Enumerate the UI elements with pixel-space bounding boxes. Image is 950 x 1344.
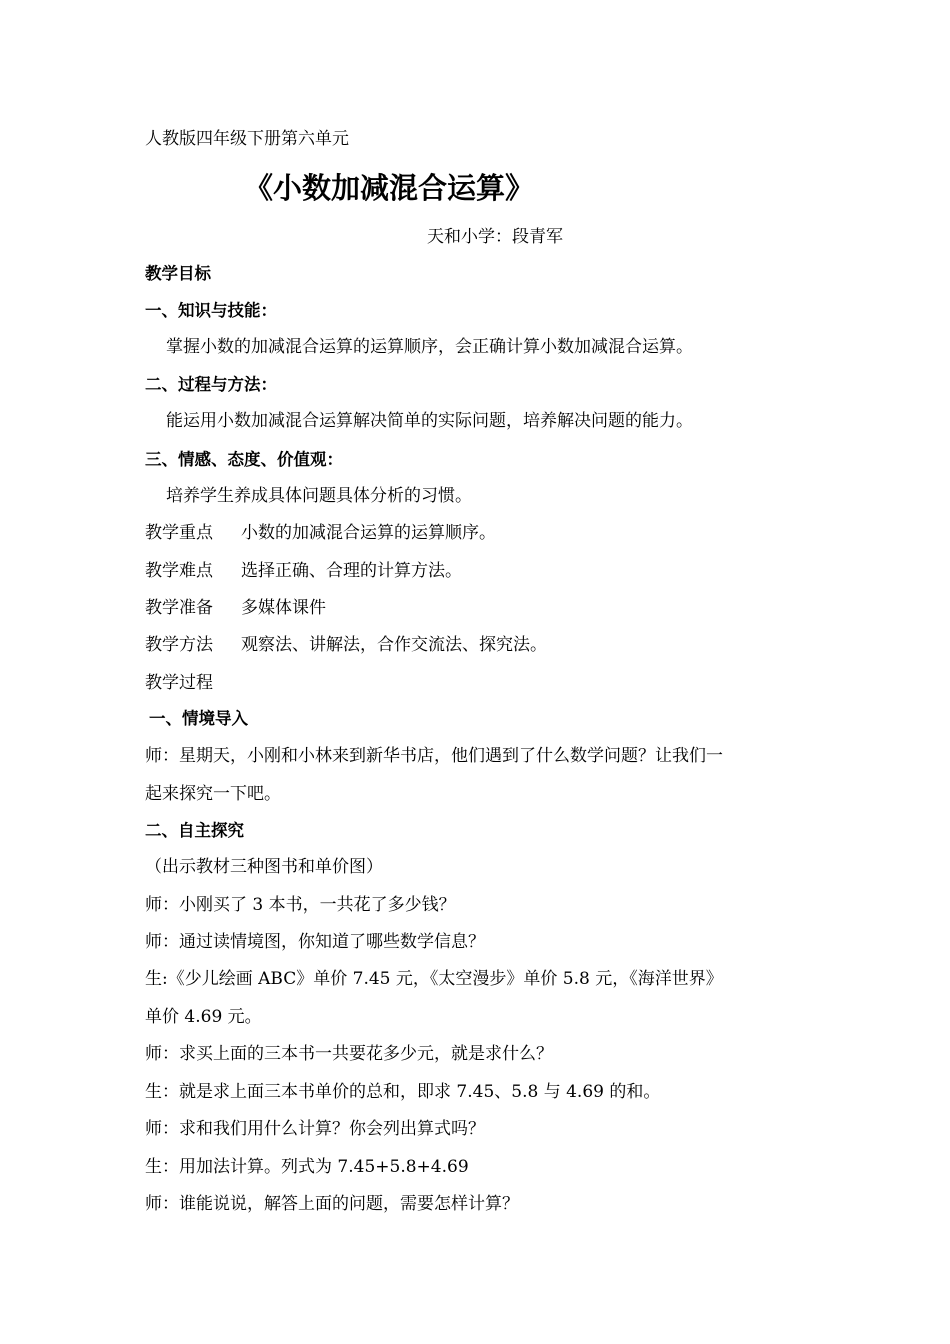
info-row-preparation — [145, 598, 326, 618]
paragraph-line: 生：就是求上面三本书单价的总和，即求 7.45、5.8 与 4.69 的和。 — [145, 1082, 661, 1102]
paragraph-line: 师：求和我们用什么计算？你会列出算式吗？ — [145, 1119, 485, 1139]
paragraph-line: 师：谁能说说，解答上面的问题，需要怎样计算？ — [145, 1194, 519, 1214]
paragraph-line: 师：求买上面的三本书一共要花多少元，就是求什么？ — [145, 1044, 553, 1064]
objective-1-text: 掌握小数的加减混合运算的运算顺序，会正确计算小数加减混合运算。 — [166, 337, 693, 357]
info-label: 教学方法 — [145, 635, 213, 655]
info-value: 小数的加减混合运算的运算顺序。 — [241, 523, 496, 543]
unit-subtitle: 人教版四年级下册第六单元 — [145, 129, 349, 149]
paragraph-line: 生:《少儿绘画 ABC》单价 7.45 元，《太空漫步》单价 5.8 元，《海洋世界》 — [145, 969, 723, 989]
info-label: 教学难点 — [145, 561, 213, 581]
objective-2-heading: 二、过程与方法： — [145, 375, 277, 394]
info-row-difficulty — [145, 561, 462, 581]
paragraph-line: 起来探究一下吧。 — [145, 784, 281, 804]
paragraph-line: 师：通过读情境图，你知道了哪些数学信息？ — [145, 932, 485, 952]
info-value: 选择正确、合理的计算方法。 — [241, 561, 462, 581]
objective-1-heading: 一、知识与技能： — [145, 301, 277, 320]
objective-3-text: 培养学生养成具体问题具体分析的习惯。 — [166, 486, 472, 506]
process-heading: 教学过程 — [145, 673, 213, 693]
objective-2-text: 能运用小数加减混合运算解决简单的实际问题，培养解决问题的能力。 — [166, 411, 693, 431]
objective-3-heading: 三、情感、态度、价值观： — [145, 450, 343, 469]
info-value: 观察法、讲解法，合作交流法、探究法。 — [241, 635, 547, 655]
paragraph-line: 师：星期天，小刚和小林来到新华书店，他们遇到了什么数学问题？让我们一 — [145, 746, 723, 766]
info-row-method — [145, 635, 547, 655]
paragraph-line: 单价 4.69 元。 — [145, 1007, 262, 1027]
info-value: 多媒体课件 — [241, 598, 326, 618]
section-1-heading: 一、情境导入 — [149, 709, 248, 728]
paragraph-line: 师：小刚买了 3 本书，一共花了多少钱？ — [145, 895, 456, 915]
info-label: 教学重点 — [145, 523, 213, 543]
paragraph-line: （出示教材三种图书和单价图） — [145, 857, 383, 877]
paragraph-line: 生：用加法计算。列式为 7.45+5.8+4.69 — [145, 1157, 469, 1177]
info-row-key-point — [145, 523, 496, 543]
author-line: 天和小学：段青军 — [427, 227, 563, 247]
section-2-heading: 二、自主探究 — [145, 821, 244, 840]
lesson-title: 《小数加减混合运算》 — [244, 171, 535, 205]
objectives-heading: 教学目标 — [145, 264, 211, 283]
info-label: 教学准备 — [145, 598, 213, 618]
